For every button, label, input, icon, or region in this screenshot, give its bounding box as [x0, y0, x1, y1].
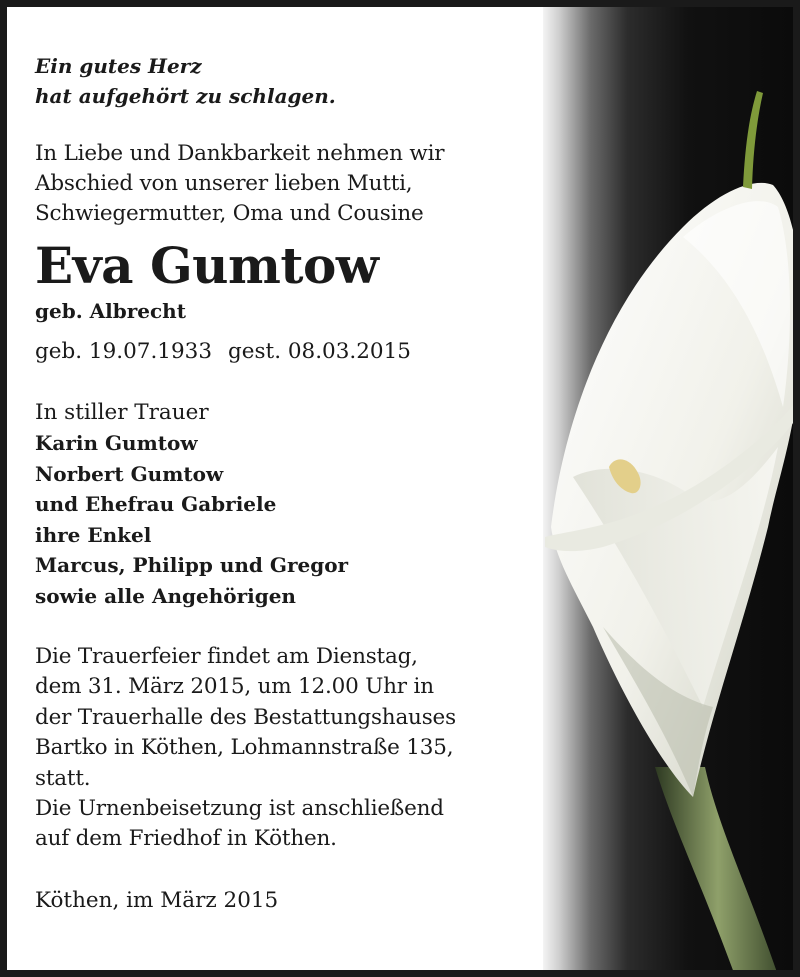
mourner: ihre Enkel: [35, 522, 152, 547]
mourner: Norbert Gumtow: [35, 461, 224, 486]
ceremony-line: der Trauerhalle des Bestattungshauses: [35, 704, 456, 730]
birth-name: geb. Albrecht: [35, 299, 186, 323]
mourners-list: [35, 428, 555, 611]
motto-line: hat aufgehört zu schlagen.: [35, 84, 336, 108]
life-dates: [35, 337, 555, 367]
ceremony-line: Die Trauerfeier findet am Dienstag,: [35, 644, 418, 669]
intro-text: [35, 139, 555, 229]
ceremony-line: Die Urnenbeisetzung ist anschließend: [35, 796, 444, 822]
ceremony-line: auf dem Friedhof in Köthen.: [35, 826, 337, 852]
mourner: und Ehefrau Gabriele: [35, 492, 277, 516]
mourner: Marcus, Philipp und Gregor: [35, 553, 349, 577]
calla-lily-illustration: [543, 7, 800, 977]
ceremony-line: Bartko in Köthen, Lohmannstraße 135,: [35, 735, 454, 761]
intro-line: In Liebe und Dankbarkeit nehmen wir: [35, 141, 445, 166]
mourning-label: In stiller Trauer: [35, 400, 209, 425]
calla-lily-icon: [543, 7, 800, 977]
mourner: Karin Gumtow: [35, 431, 198, 455]
intro-line: Schwiegermutter, Oma und Cousine: [35, 201, 424, 226]
intro-line: Abschied von unserer lieben Mutti,: [35, 171, 413, 196]
deceased-name: Eva Gumtow: [35, 236, 379, 295]
motto: [35, 51, 555, 111]
ceremony-line: dem 31. März 2015, um 12.00 Uhr in: [35, 674, 434, 700]
mourner: sowie alle Angehörigen: [35, 583, 296, 608]
notice-text: [35, 51, 555, 916]
ceremony-line: statt.: [35, 765, 91, 791]
death-date: gest. 08.03.2015: [228, 339, 411, 364]
birth-date: geb. 19.07.1933: [35, 339, 213, 364]
ceremony-details: [35, 642, 555, 855]
motto-line: Ein gutes Herz: [35, 54, 202, 78]
place-date: Köthen, im März 2015: [35, 887, 279, 913]
